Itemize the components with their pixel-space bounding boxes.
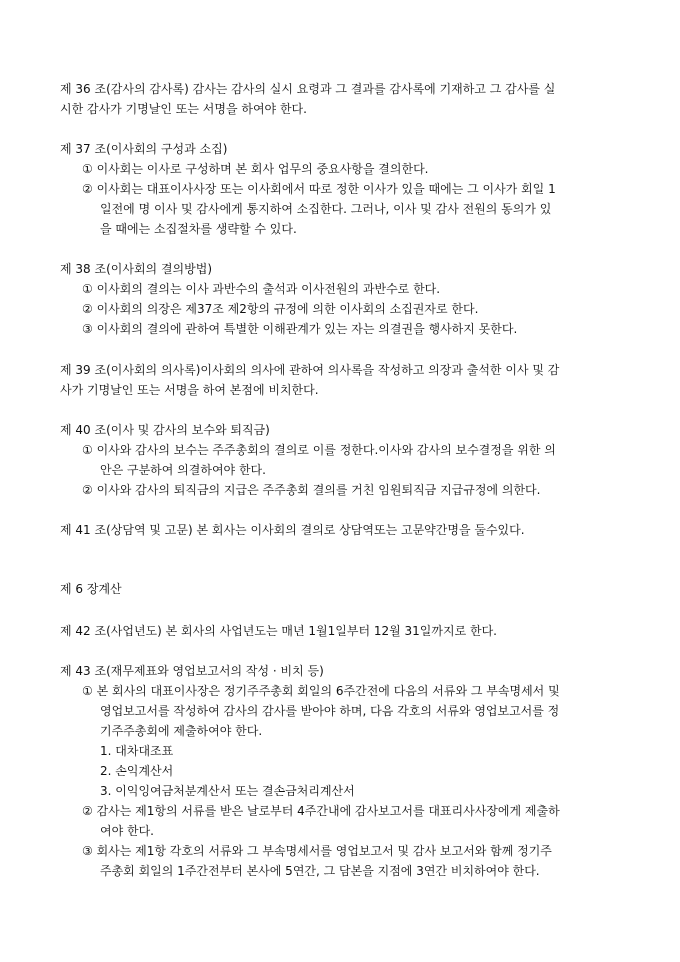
article-43-heading: 제 43 조(재무제표와 영업보고서의 작성 · 비치 등) [60,664,324,678]
article-39-line-1: 제 39 조(이사회의 의사록)이사회의 의사에 관하여 의사록을 작성하고 의장과 출석한 이사 및 감 [60,363,560,377]
article-43-sub-3: 3. 이익잉여금처분계산서 또는 결손금처리계산서 [100,784,355,798]
article-37-item-1: ① 이사회는 이사로 구성하며 본 회사 업무의 중요사항을 결의한다. [82,162,429,176]
article-40-heading: 제 40 조(이사 및 감사의 보수와 퇴직금) [60,423,270,437]
article-43-sub-2: 2. 손익계산서 [100,764,174,778]
article-36-line-1: 제 36 조(감사의 감사록) 감사는 감사의 실시 요령과 그 결과를 감사록에 기재하고 그 감사를 실 [60,82,556,96]
article-43-item-1-line-1: ① 본 회사의 대표이사장은 정기주주총회 회일의 6주간전에 다음의 서류와 그 부속명세서 및 [82,684,560,698]
article-43-item-1-line-2: 영업보고서를 작성하여 감사의 감사를 받아야 하며, 다음 각호의 서류와 영업보고서를 정 [100,704,560,718]
article-40-item-1-line-2: 안은 구분하여 의결하여야 한다. [100,463,266,477]
article-37-item-2-line-1: ② 이사회는 대표이사사장 또는 이사회에서 따로 정한 이사가 있을 때에는 그 이사가 회일 1 [82,182,556,196]
article-43-item-2-line-2: 여야 한다. [100,824,154,838]
article-43-item-3-line-1: ③ 회사는 제1항 각호의 서류와 그 부속명세서를 영업보고서 및 감사 보고서와 함께 정기주 [82,844,552,858]
article-42-line-1: 제 42 조(사업년도) 본 회사의 사업년도는 매년 1월1일부터 12월 31일까지로 한다. [60,624,497,638]
article-43-item-1-line-3: 기주주총회에 제출하여야 한다. [100,724,263,738]
article-43-item-3-line-2: 주총회 회일의 1주간전부터 본사에 5연간, 그 담본을 지점에 3연간 비치하여야 한다. [100,864,540,878]
article-37-item-2-line-2: 일전에 명 이사 및 감사에게 통지하여 소집한다. 그러나, 이사 및 감사 전원의 동의가 있 [100,202,552,216]
article-38-item-2: ② 이사회의 의장은 제37조 제2항의 규정에 의한 이사회의 소집권자로 한다. [82,302,479,316]
article-38-item-1: ① 이사회의 결의는 이사 과반수의 출석과 이사전원의 과반수로 한다. [82,282,441,296]
chapter-6-heading: 제 6 장계산 [60,582,122,596]
article-36-line-2: 시한 감사가 기명날인 또는 서명을 하여야 한다. [60,102,307,116]
article-43-item-2-line-1: ② 감사는 제1항의 서류를 받은 날로부터 4주간내에 감사보고서를 대표리사사장에게 제출하 [82,804,560,818]
article-40-item-1-line-1: ① 이사와 감사의 보수는 주주총회의 결의로 이를 정한다.이사와 감사의 보수결정을 위한 의 [82,443,556,457]
article-43-sub-1: 1. 대차대조표 [100,744,174,758]
article-40-item-2: ② 이사와 감사의 퇴직금의 지급은 주주총회 결의를 거친 임원퇴직금 지급규정에 의한다. [82,483,541,497]
article-39-line-2: 사가 기명날인 또는 서명을 하여 본점에 비치한다. [60,383,319,397]
article-41-line-1: 제 41 조(상담역 및 고문) 본 회사는 이사회의 결의로 상담역또는 고문약간명을 둘수있다. [60,523,525,537]
article-38-item-3: ③ 이사회의 결의에 관하여 특별한 이해관계가 있는 자는 의결권을 행사하지 못한다. [82,322,518,336]
article-37-item-2-line-3: 을 때에는 소집절차를 생략할 수 있다. [100,222,297,236]
article-37-heading: 제 37 조(이사회의 구성과 소집) [60,142,228,156]
article-38-heading: 제 38 조(이사회의 결의방법) [60,262,212,276]
